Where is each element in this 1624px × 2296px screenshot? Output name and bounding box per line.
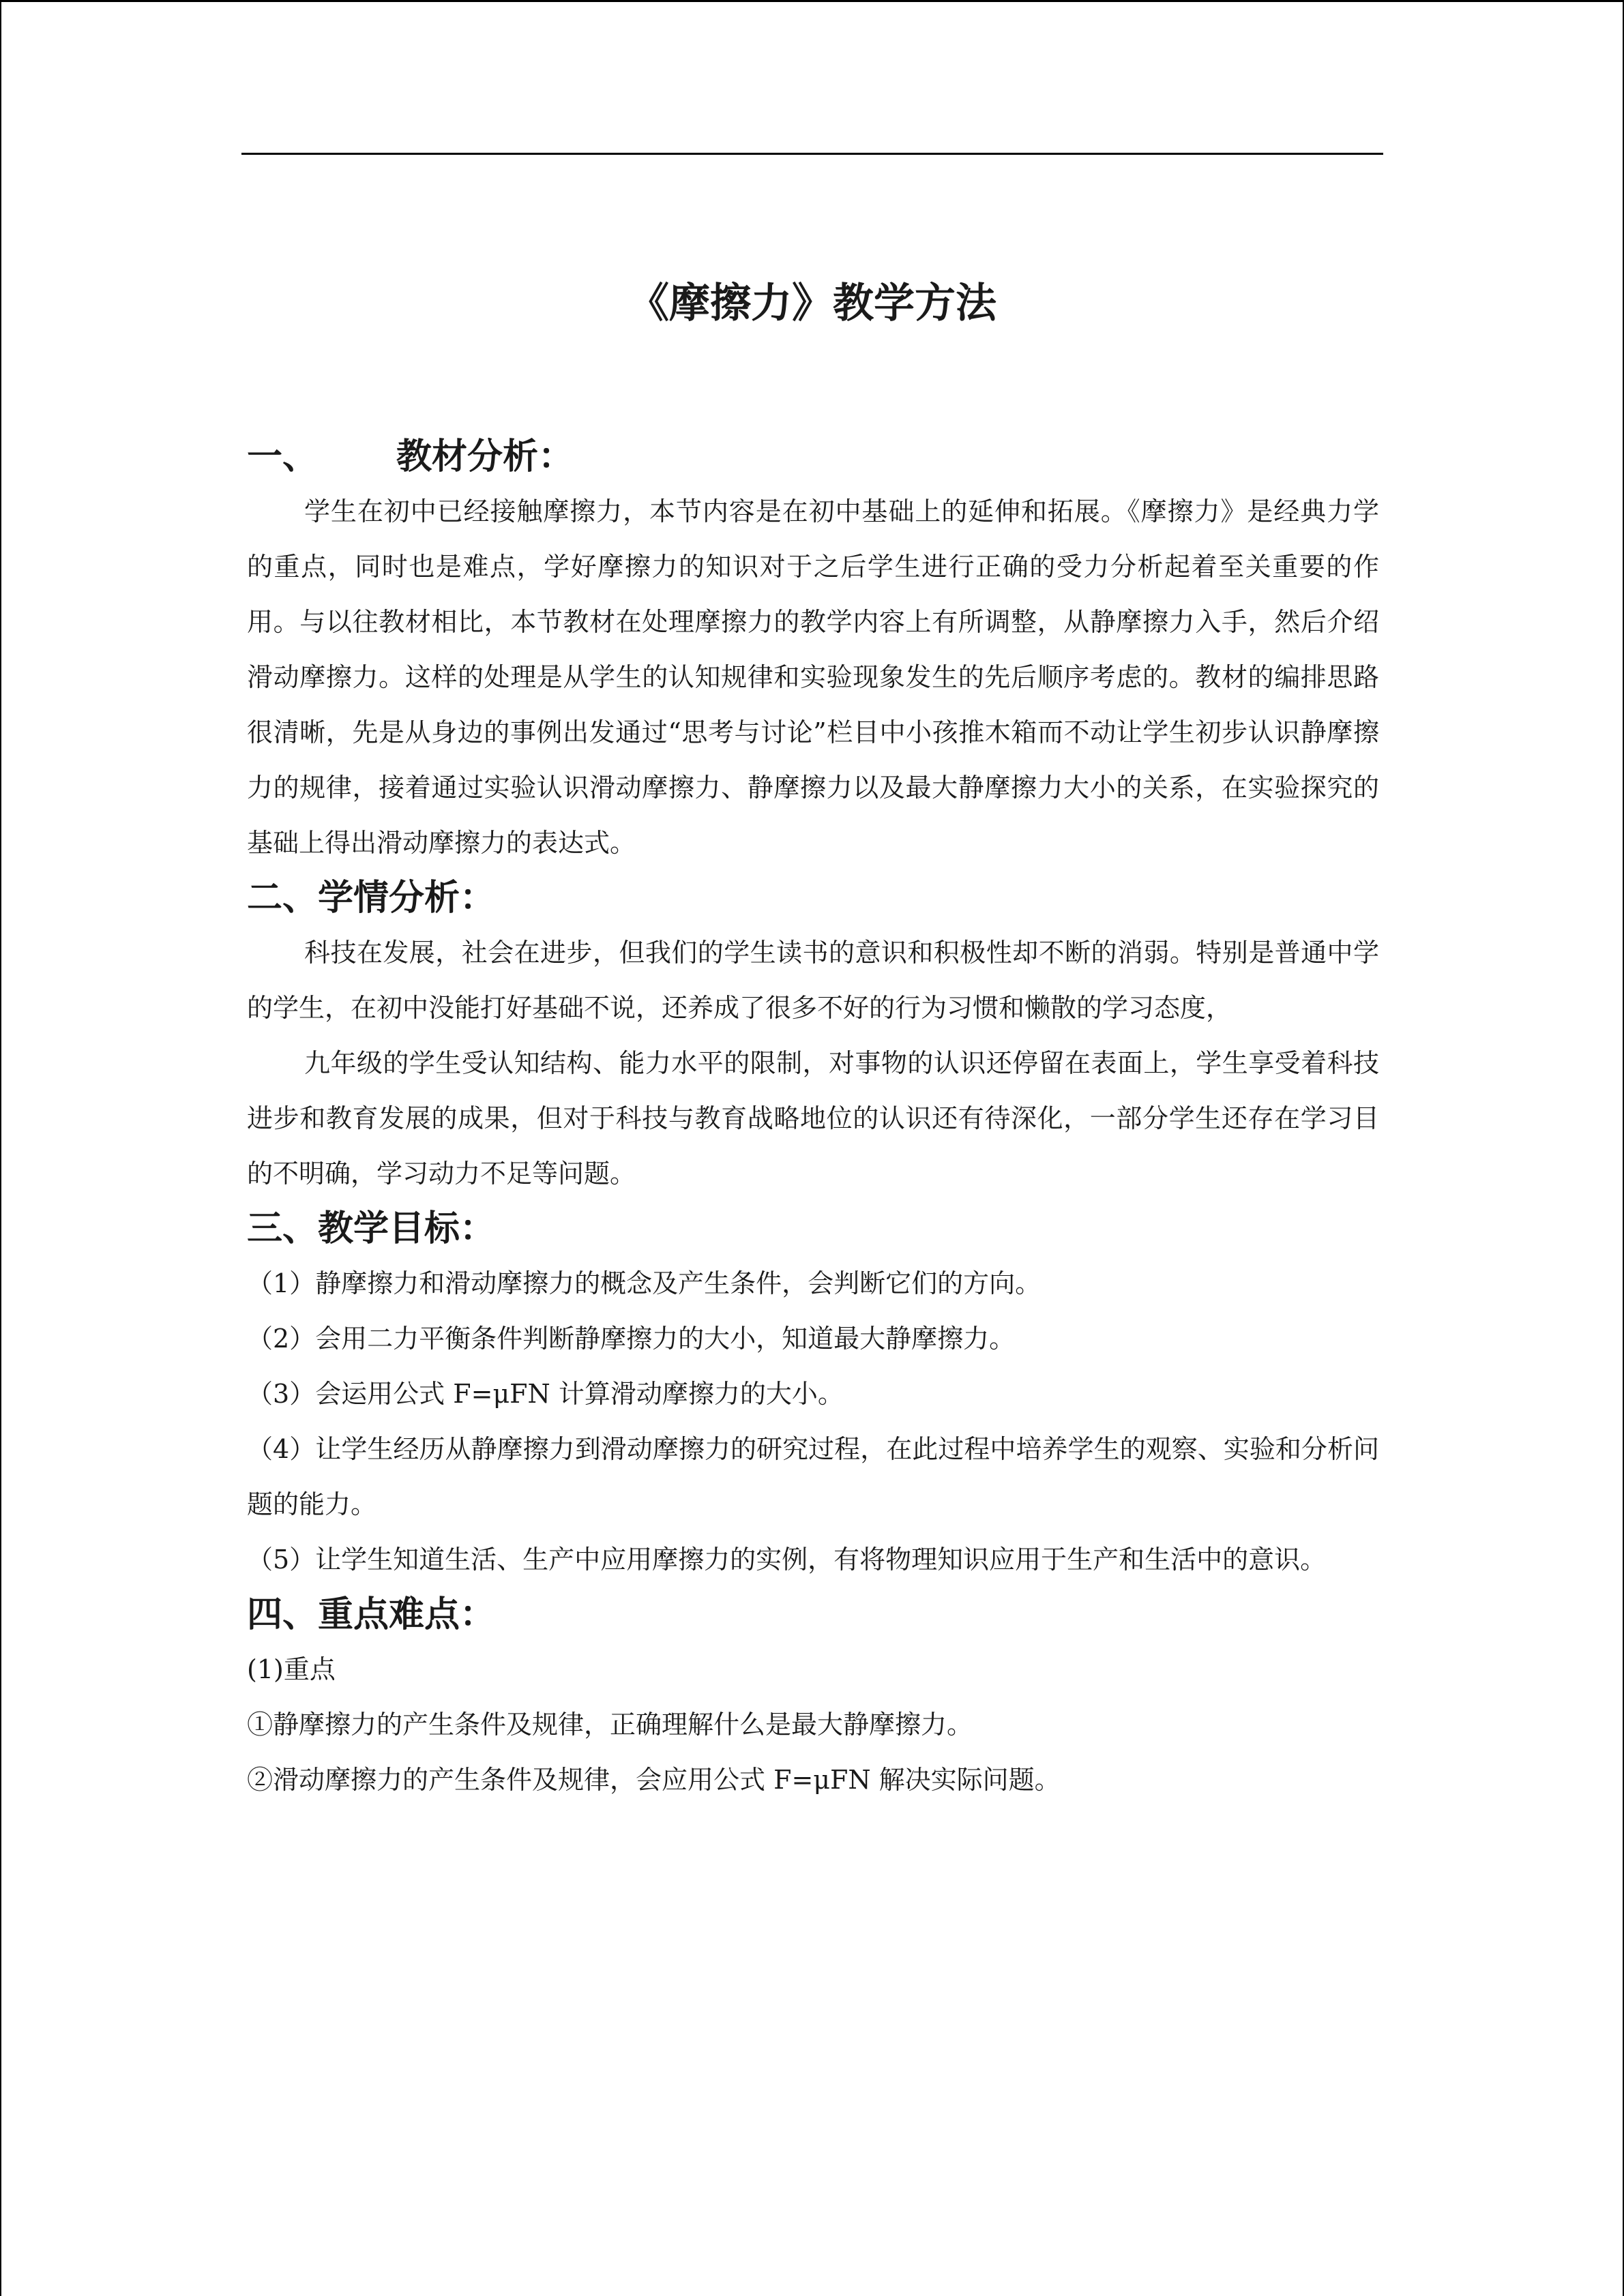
objective-item-2: （2）会用二力平衡条件判断静摩擦力的大小，知道最大静摩擦力。 bbox=[247, 1324, 1016, 1354]
section-heading-student-analysis: 二、学情分析： bbox=[247, 878, 496, 919]
objective-item-5: （5）让学生知道生活、生产中应用摩擦力的实例，有将物理知识应用于生产和生活中的意识。 bbox=[247, 1545, 1327, 1575]
key-point-item-1: ①静摩擦力的产生条件及规律，正确理解什么是最大静摩擦力。 bbox=[247, 1710, 973, 1740]
objective-item-3: （3）会运用公式 F=μFN 计算滑动摩擦力的大小。 bbox=[247, 1379, 844, 1409]
section-heading-text: 教材分析： bbox=[396, 436, 574, 477]
document-title: 《摩擦力》教学方法 bbox=[628, 280, 996, 327]
objective-item-1: （1）静摩擦力和滑动摩擦力的概念及产生条件，会判断它们的方向。 bbox=[247, 1268, 1042, 1298]
header-rule bbox=[241, 153, 1383, 155]
section-number: 一、 bbox=[247, 436, 319, 477]
student-analysis-paragraph-2: 九年级的学生受认知结构、能力水平的限制，对事物的认识还停留在表面上，学生享受着科技进步和教育发展的成果，但对于科技与教育战略地位的认识还有待深化，一部分学生还存在学习目的不明确，学习动力不足等问题。 bbox=[247, 1048, 1379, 1189]
textbook-analysis-paragraph: 学生在初中已经接触摩擦力，本节内容是在初中基础上的延伸和拓展。《摩擦力》是经典力学的重点，同时也是难点，学好摩擦力的知识对于之后学生进行正确的受力分析起着至关重要的作用。与以往教材相比，本节教材在处理摩擦力的教学内容上有所调整，从静摩擦力入手，然后介绍滑动摩擦力。这样的处理是从学生的认知规律和实验现象发生的先后顺序考虑的。教材的编排思路很清晰，先是从身边的事例出发通过“思考与讨论”栏目中小孩推木箱而不动让学生初步认识静摩擦力的规律，接着通过实验认识滑动摩擦力、静摩擦力以及最大静摩擦力大小的关系，在实验探究的基础上得出滑动摩擦力的表达式。 bbox=[247, 496, 1379, 858]
key-points-subheading: (1)重点 bbox=[247, 1654, 336, 1684]
section-heading-textbook-analysis bbox=[247, 430, 1379, 484]
document-body bbox=[247, 430, 1379, 1808]
section-heading-teaching-objectives: 三、教学目标： bbox=[247, 1208, 496, 1249]
key-point-item-2: ②滑动摩擦力的产生条件及规律，会应用公式 F=μFN 解决实际问题。 bbox=[247, 1765, 1061, 1795]
student-analysis-paragraph-1: 科技在发展，社会在进步，但我们的学生读书的意识和积极性却不断的消弱。特别是普通中学的学生，在初中没能打好基础不说，还养成了很多不好的行为习惯和懒散的学习态度， bbox=[247, 938, 1379, 1023]
section-heading-key-points: 四、重点难点： bbox=[247, 1594, 496, 1635]
objective-item-4: （4）让学生经历从静摩擦力到滑动摩擦力的研究过程，在此过程中培养学生的观察、实验和分析问题的能力。 bbox=[247, 1434, 1379, 1519]
